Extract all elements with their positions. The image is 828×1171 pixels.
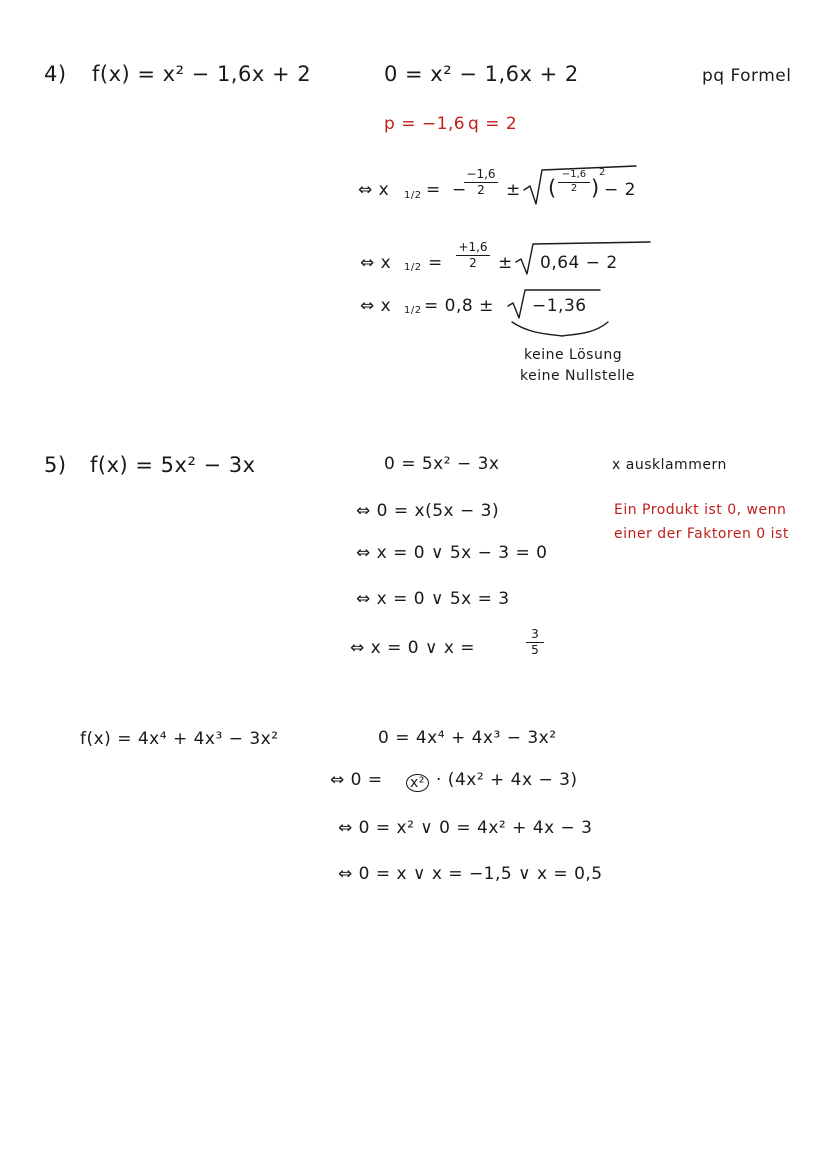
- task-5-step-2: ⇔ x = 0 ∨ 5x − 3 = 0: [356, 543, 548, 563]
- step-1-root-fraction-denominator: 2: [570, 182, 578, 194]
- task-4-p-value: p = −1,6: [384, 114, 466, 134]
- step-2-lhs: ⇔ x: [360, 253, 392, 273]
- task-4-function: f(x) = x² − 1,6x + 2: [92, 62, 312, 86]
- step-1-root-open-paren: (: [548, 176, 557, 200]
- step-1-minus-sign: −: [452, 180, 467, 200]
- step-2-subscript: 1/2: [404, 262, 422, 273]
- step-1-root-exponent: 2: [599, 167, 606, 178]
- step-1-root-close-paren: ): [591, 176, 600, 200]
- step-2-fraction-numerator: +1,6: [458, 240, 488, 254]
- task-5-equation: 0 = 5x² − 3x: [384, 454, 500, 474]
- task-5-label: 5): [44, 453, 67, 477]
- task-5-rule-note-line-2: einer der Faktoren 0 ist: [614, 526, 789, 542]
- step-2-equals: =: [428, 253, 443, 273]
- step-2-root-content: 0,64 − 2: [540, 253, 618, 273]
- task-5-function: f(x) = 5x² − 3x: [90, 453, 256, 477]
- task-6-step-1-prefix: ⇔ 0 =: [330, 770, 383, 790]
- step-1-equals: =: [426, 180, 441, 200]
- task-4-result-no-solution: keine Lösung: [524, 347, 623, 363]
- task-4-result-no-zero: keine Nullstelle: [520, 368, 635, 384]
- under-brace: [512, 322, 608, 336]
- task-6-step-3: ⇔ 0 = x ∨ x = −1,5 ∨ x = 0,5: [338, 864, 603, 884]
- task-5-step-3: ⇔ x = 0 ∨ 5x = 3: [356, 589, 510, 609]
- task-6-circled-factor: x²: [406, 774, 429, 792]
- step-1-fraction-numerator: −1,6: [466, 167, 496, 181]
- step-1-radical-sign: [524, 166, 636, 204]
- step-2-fraction-denominator: 2: [469, 255, 477, 270]
- task-5-step-1: ⇔ 0 = x(5x − 3): [356, 501, 500, 521]
- step-2-radical-sign: [516, 242, 650, 274]
- step-3-subscript: 1/2: [404, 305, 422, 316]
- task-6-step-2: ⇔ 0 = x² ∨ 0 = 4x² + 4x − 3: [338, 818, 593, 838]
- step-1-lhs: ⇔ x: [358, 180, 390, 200]
- task-4-q-value: q = 2: [468, 114, 518, 134]
- task-6-step-1-rest: · (4x² + 4x − 3): [436, 770, 578, 790]
- step-1-root-tail: − 2: [604, 180, 636, 200]
- step-1-fraction-denominator: 2: [477, 182, 485, 197]
- step-3-root-content: −1,36: [532, 296, 587, 316]
- task-4-equation: 0 = x² − 1,6x + 2: [384, 62, 579, 86]
- task-4-method-note: pq Formel: [702, 66, 792, 86]
- task-4-label: 4): [44, 62, 67, 86]
- step-3-lhs: ⇔ x: [360, 296, 392, 316]
- task-6-function: f(x) = 4x⁴ + 4x³ − 3x²: [80, 729, 279, 749]
- step-3-radical-sign: [508, 290, 600, 318]
- task-5-rule-note-line-1: Ein Produkt ist 0, wenn: [614, 502, 787, 518]
- task-5-step-4-prefix: ⇔ x = 0 ∨ x =: [350, 638, 476, 658]
- task-5-method-note: x ausklammern: [612, 457, 727, 473]
- task-5-step-4-denominator: 5: [531, 642, 539, 657]
- step-1-plus-minus: ±: [506, 180, 521, 200]
- step-1-root-fraction-numerator: −1,6: [561, 169, 587, 180]
- step-1-subscript: 1/2: [404, 190, 422, 201]
- step-3-middle: = 0,8 ±: [424, 296, 494, 316]
- task-5-step-4-numerator: 3: [531, 627, 539, 641]
- task-6-equation: 0 = 4x⁴ + 4x³ − 3x²: [378, 728, 557, 748]
- step-2-plus-minus: ±: [498, 253, 513, 273]
